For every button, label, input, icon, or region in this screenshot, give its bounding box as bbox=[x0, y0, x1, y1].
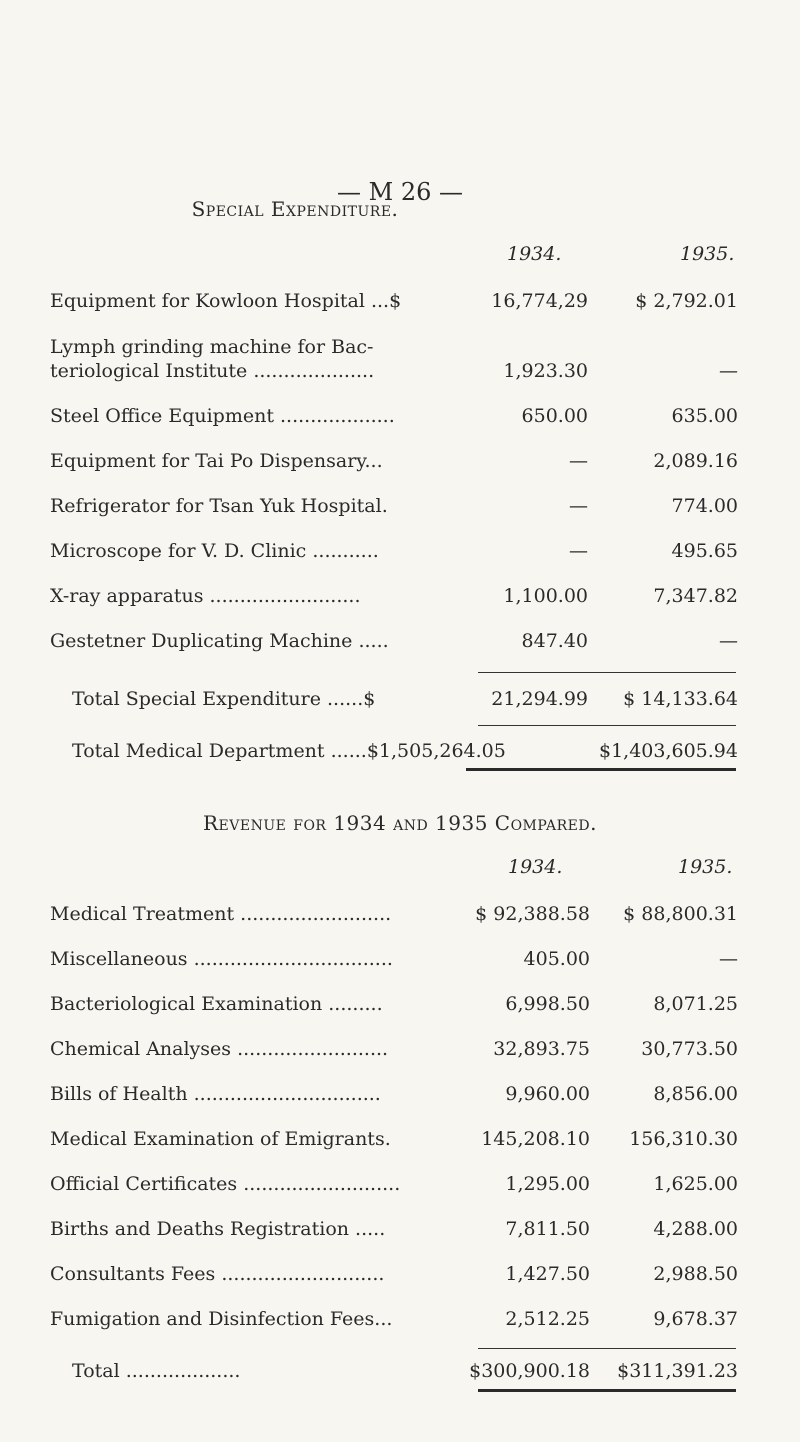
value-1935: 774.00 bbox=[671, 495, 738, 517]
total-1934: 21,294.99 bbox=[491, 688, 588, 710]
double-rule bbox=[466, 768, 736, 771]
special-col-1935: 1935. bbox=[680, 243, 735, 265]
value-1934: — bbox=[569, 495, 588, 517]
total-1935: $ 14,133.64 bbox=[623, 688, 738, 710]
row-label: Lymph grinding machine for Bac- bbox=[50, 336, 374, 358]
value-1934: $ 92,388.58 bbox=[475, 903, 590, 925]
value-1934: — bbox=[569, 540, 588, 562]
value-1935: 635.00 bbox=[671, 405, 738, 427]
revenue-total-label: Total ................... bbox=[72, 1360, 241, 1382]
value-1934: 847.40 bbox=[521, 630, 588, 652]
value-1935: 9,678.37 bbox=[653, 1308, 738, 1330]
value-1934: 650.00 bbox=[521, 405, 588, 427]
value-1935: $ 2,792.01 bbox=[635, 290, 738, 312]
value-1935: 8,071.25 bbox=[653, 993, 738, 1015]
value-1934: 16,774,29 bbox=[491, 290, 588, 312]
row-label: Gestetner Duplicating Machine ..... bbox=[50, 630, 389, 652]
total-medical-1935: $1,403,605.94 bbox=[598, 740, 738, 762]
table-row bbox=[0, 540, 800, 566]
table-row bbox=[0, 993, 800, 1019]
value-1934: — bbox=[569, 450, 588, 472]
value-1934: 405.00 bbox=[523, 948, 590, 970]
table-row bbox=[0, 630, 800, 656]
total-special-label: Total Special Expenditure ......$ bbox=[72, 688, 376, 710]
row-label: Equipment for Kowloon Hospital ...$ bbox=[50, 290, 402, 312]
revenue-title: Revenue for 1934 and 1935 Compared. bbox=[203, 811, 597, 835]
row-label: Bills of Health ............................... bbox=[50, 1083, 381, 1105]
value-1934: 2,512.25 bbox=[505, 1308, 590, 1330]
row-label: Consultants Fees ........................... bbox=[50, 1263, 385, 1285]
value-1935: 2,988.50 bbox=[653, 1263, 738, 1285]
divider bbox=[478, 725, 736, 726]
value-1934: 6,998.50 bbox=[505, 993, 590, 1015]
value-1934: 7,811.50 bbox=[505, 1218, 590, 1240]
table-row bbox=[0, 1083, 800, 1109]
value-1935: 1,625.00 bbox=[653, 1173, 738, 1195]
value-1934: 1,923.30 bbox=[503, 360, 588, 382]
table-row bbox=[0, 903, 800, 929]
value-1935: 156,310.30 bbox=[629, 1128, 738, 1150]
table-row bbox=[0, 405, 800, 431]
divider bbox=[478, 672, 736, 673]
value-1934: 1,100.00 bbox=[503, 585, 588, 607]
special-expenditure-title: Special Expenditure. bbox=[191, 197, 399, 221]
value-1934: 145,208.10 bbox=[481, 1128, 590, 1150]
table-row bbox=[0, 585, 800, 611]
table-row bbox=[0, 1308, 800, 1334]
row-label: Refrigerator for Tsan Yuk Hospital. bbox=[50, 495, 388, 517]
row-label: Fumigation and Disinfection Fees... bbox=[50, 1308, 393, 1330]
table-row bbox=[0, 290, 800, 316]
row-label: Official Certificates .......................... bbox=[50, 1173, 401, 1195]
value-1935: 8,856.00 bbox=[653, 1083, 738, 1105]
row-label: Chemical Analyses ......................... bbox=[50, 1038, 389, 1060]
row-label: Births and Deaths Registration ..... bbox=[50, 1218, 386, 1240]
row-label: Medical Examination of Emigrants. bbox=[50, 1128, 391, 1150]
revenue-col-1935: 1935. bbox=[678, 856, 733, 878]
table-row bbox=[0, 450, 800, 476]
double-rule bbox=[478, 1389, 736, 1392]
revenue-total-row bbox=[0, 1360, 800, 1386]
table-row bbox=[0, 1173, 800, 1199]
table-row bbox=[0, 336, 800, 362]
row-label: X-ray apparatus ......................... bbox=[50, 585, 361, 607]
row-label: Equipment for Tai Po Dispensary... bbox=[50, 450, 383, 472]
table-row bbox=[0, 1263, 800, 1289]
table-row bbox=[0, 948, 800, 974]
value-1935: 30,773.50 bbox=[641, 1038, 738, 1060]
divider bbox=[478, 1348, 736, 1349]
revenue-col-1934: 1934. bbox=[508, 856, 563, 878]
table-row bbox=[0, 1128, 800, 1154]
value-1934: 1,295.00 bbox=[505, 1173, 590, 1195]
table-row bbox=[0, 360, 800, 386]
total-medical-label: Total Medical Department ......$1,505,264.05 bbox=[72, 740, 506, 762]
value-1935: 2,089.16 bbox=[653, 450, 738, 472]
total-special-row bbox=[0, 688, 800, 714]
page-number: — M 26 — bbox=[337, 178, 463, 206]
value-1934: 1,427.50 bbox=[505, 1263, 590, 1285]
value-1935: 7,347.82 bbox=[653, 585, 738, 607]
value-1934: 9,960.00 bbox=[505, 1083, 590, 1105]
row-label: Miscellaneous ................................. bbox=[50, 948, 393, 970]
revenue-total-1935: $311,391.23 bbox=[617, 1360, 738, 1382]
row-label: Medical Treatment ......................... bbox=[50, 903, 392, 925]
value-1935: 4,288.00 bbox=[653, 1218, 738, 1240]
value-1935: — bbox=[719, 360, 738, 382]
value-1934: 32,893.75 bbox=[493, 1038, 590, 1060]
total-medical-row bbox=[0, 740, 800, 766]
value-1935: — bbox=[719, 948, 738, 970]
row-label-cont: teriological Institute .................... bbox=[50, 360, 375, 382]
revenue-total-1934: $300,900.18 bbox=[469, 1360, 590, 1382]
value-1935: $ 88,800.31 bbox=[623, 903, 738, 925]
table-row bbox=[0, 1218, 800, 1244]
table-row bbox=[0, 1038, 800, 1064]
value-1935: 495.65 bbox=[671, 540, 738, 562]
table-row bbox=[0, 495, 800, 521]
row-label: Microscope for V. D. Clinic ........... bbox=[50, 540, 379, 562]
special-col-1934: 1934. bbox=[507, 243, 562, 265]
row-label: Steel Office Equipment ................... bbox=[50, 405, 395, 427]
value-1935: — bbox=[719, 630, 738, 652]
row-label: Bacteriological Examination ......... bbox=[50, 993, 383, 1015]
